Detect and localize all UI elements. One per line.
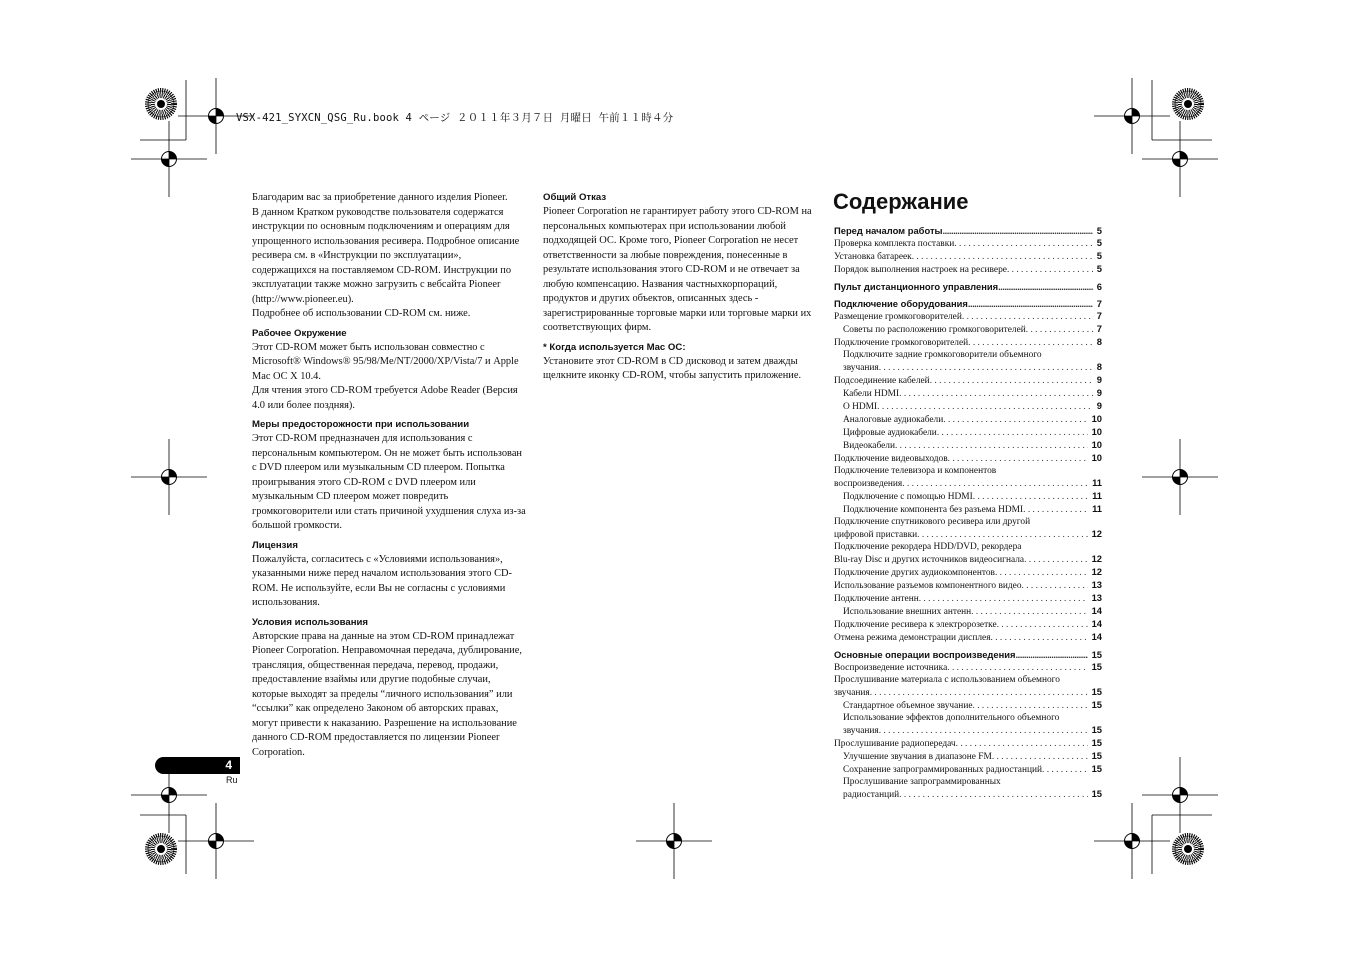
toc-entry-label: Проверка комплекта поставки [834, 239, 955, 249]
toc-entry [834, 503, 1102, 516]
toc-entry [834, 490, 1102, 503]
toc-entry-page: 15 [1091, 763, 1102, 774]
toc-entry [834, 439, 1102, 452]
toc-entry-page: 13 [1091, 592, 1102, 603]
toc-entry-label: Видеокабели [843, 441, 895, 451]
terms-text: Авторские права на данные на этом CD-ROM принадлежат Pioneer Corporation. Неправомочная передача, дублирование, трансляция, общественная передача, перевод, продажи, предоставление взаймы или другие подобные случаи, которые выходят за пределы “личного использования” или “ссылки” как определено Законом об авторских правах, могут привести к наказанию. Разрешение на использование данного CD-ROM предоставляется по лицензии Pioneer Corporation. [252, 630, 522, 758]
toc-entry [834, 661, 1102, 674]
toc-entry [834, 323, 1102, 336]
toc-entry [834, 452, 1102, 465]
toc-entry-page: 10 [1091, 426, 1102, 437]
toc-entry-label: цифровой приставки [834, 530, 918, 540]
toc-leader-dots [877, 401, 1093, 413]
toc-entry-label: Советы по расположению громкоговорителей [843, 325, 1026, 335]
toc-leader-dots [992, 751, 1088, 763]
toc-entry-page: 5 [1096, 237, 1102, 248]
intro-paragraphs [252, 191, 526, 322]
toc-entry-label: Подсоединение кабелей [834, 376, 930, 386]
toc-entry [834, 426, 1102, 439]
toc-leader-dots [971, 606, 1087, 618]
middle-column [543, 191, 815, 384]
disclaimer-heading: Общий Отказ [543, 192, 607, 203]
toc-leader-dots [991, 632, 1088, 644]
env-text: Этот CD-ROM может быть использован совместно с Microsoft® Windows® 95/98/Me/NT/2000/XP/Vista/7 и Apple Mac OC X 10.4. [252, 341, 519, 382]
toc-entry-page: 6 [1096, 281, 1102, 292]
toc-entry [834, 737, 1102, 750]
toc-entry [834, 516, 1102, 528]
toc-leader-dots [1024, 554, 1087, 566]
star-target-bottom-left [148, 836, 174, 862]
toc-leader-dots [973, 700, 1088, 712]
precautions-heading: Меры предосторожности при использовании [252, 419, 470, 430]
toc-entry [834, 712, 1102, 724]
toc-entry-page: 14 [1091, 631, 1102, 642]
toc-entry-label: Основные операции воспроизведения [834, 649, 1016, 660]
toc-leader-dots [937, 427, 1088, 439]
terms-heading: Условия использования [252, 616, 369, 628]
toc-entry [834, 263, 1102, 276]
toc-entry-page: 11 [1092, 477, 1102, 488]
toc-entry [834, 477, 1102, 490]
toc-entry [834, 618, 1102, 631]
toc-entry [834, 465, 1102, 477]
toc-entry-label: Перед началом работы [834, 225, 943, 236]
toc-entry-page: 10 [1091, 439, 1102, 450]
license-text: Пожалуйста, согласитесь с «Условиями использования», указанными ниже перед началом использования этого CD-ROM. Не используйте, если Вы не согласны с условиями использования. [252, 553, 512, 608]
toc-entry [834, 541, 1102, 553]
toc-leader-dots [1007, 264, 1093, 276]
toc-entry-label: Сохранение запрограммированных радиостанций [843, 765, 1043, 775]
toc-leader-dots [879, 362, 1093, 374]
toc-section-entry [834, 649, 1102, 661]
toc-entry [834, 413, 1102, 426]
toc-entry-label: Отмена режима демонстрации дисплея [834, 633, 991, 643]
toc-entry-page: 9 [1096, 387, 1102, 398]
toc-entry-label: Подключение с помощью HDMI [843, 492, 973, 502]
toc-entry-label: Стандартное объемное звучание [843, 701, 973, 711]
toc-leader-dots [899, 789, 1087, 801]
toc-entry-label: Порядок выполнения настроек на ресивере [834, 265, 1007, 275]
toc-entry-page: 15 [1091, 649, 1102, 660]
toc-entry [834, 553, 1102, 566]
toc-leader-dots [1023, 504, 1088, 516]
toc-leader-dots [1016, 649, 1088, 661]
toc-leader-dots [968, 337, 1093, 349]
toc-leader-dots [997, 619, 1088, 631]
toc-entry [834, 310, 1102, 323]
page-language: Ru [226, 775, 238, 785]
toc-entry-label: Кабели HDMI [843, 389, 900, 399]
toc-entry [834, 349, 1102, 361]
intro-paragraph: Подробнее об использовании CD-ROM см. ниже. [252, 308, 471, 319]
toc-entry [834, 566, 1102, 579]
toc-section-entry [834, 225, 1102, 237]
toc-entry-label: Подключение телевизора и компонентов [834, 466, 997, 476]
toc-entry-label: Прослушивание радиопередач [834, 739, 956, 749]
toc-entry [834, 579, 1102, 592]
toc-leader-dots [954, 238, 1093, 250]
toc-entry-page: 5 [1096, 225, 1102, 236]
toc-entry-page: 15 [1091, 750, 1102, 761]
toc-entry-page: 9 [1096, 400, 1102, 411]
toc-leader-dots [917, 529, 1087, 541]
toc-entry-page: 7 [1096, 323, 1102, 334]
table-of-contents [834, 220, 1102, 801]
mac-text: Установите этот CD-ROM в CD дисковод и затем дважды щелкните иконку CD-ROM, чтобы запустить приложение. [543, 355, 802, 381]
toc-entry-label: Прослушивание запрограммированных [843, 777, 1001, 787]
toc-entry [834, 250, 1102, 263]
toc-entry-page: 15 [1091, 724, 1102, 735]
toc-entry-label: Прослушивание материала с использованием объемного [834, 675, 1060, 685]
toc-entry-label: Подключение рекордера HDD/DVD, рекордера [834, 542, 1022, 552]
toc-entry [834, 699, 1102, 712]
intro-paragraph: Благодарим вас за приобретение данного изделия Pioneer. [252, 192, 508, 203]
toc-section-entry [834, 298, 1102, 310]
toc-entry [834, 528, 1102, 541]
toc-entry-label: Подключение ресивера к электророзетке [834, 620, 997, 630]
toc-entry-page: 10 [1091, 452, 1102, 463]
toc-entry-page: 8 [1096, 336, 1102, 347]
toc-entry-label: Подключение оборудования [834, 298, 968, 309]
toc-entry-label: О HDMI [843, 402, 878, 412]
env-heading: Рабочее Окружение [252, 327, 347, 339]
toc-entry [834, 400, 1102, 413]
toc-leader-dots [879, 725, 1088, 737]
toc-entry [834, 631, 1102, 644]
toc-entry-label: Подключите задние громкоговорители объемного [843, 350, 1042, 360]
toc-entry-label: Blu-ray Disc и других источников видеосигнала [834, 555, 1025, 565]
intro-paragraph: В данном Кратком руководстве пользователя содержатся инструкции по основным подключениям и операциям для упрощенного использования ресивера. Подробное описание ресивера см. в «Инструкции по эксплуатации», содержащихся на поставляемом CD-ROM. Инструкции по эксплуатации также можно загрузить с вебсайта Pioneer (http://www.pioneer.eu). [252, 206, 520, 305]
toc-entry-label: звучания [843, 726, 879, 736]
toc-entry-label: Использование эффектов дополнительного объемного [843, 713, 1060, 723]
toc-entry-label: Улучшение звучания в диапазоне FM [843, 752, 992, 762]
toc-entry-label: Использование разъемов компонентного видео [834, 581, 1022, 591]
toc-entry [834, 336, 1102, 349]
toc-section-entry [834, 281, 1102, 293]
toc-entry-page: 8 [1096, 361, 1102, 372]
left-column [252, 191, 526, 760]
toc-entry-label: Подключение спутникового ресивера или другой [834, 517, 1031, 527]
toc-leader-dots [930, 375, 1093, 387]
toc-leader-dots [968, 298, 1093, 310]
toc-entry-page: 7 [1096, 298, 1102, 309]
env-text: Для чтения этого CD-ROM требуется Adobe Reader (Версия 4.0 или более поздняя). [252, 385, 518, 411]
toc-leader-dots [870, 687, 1088, 699]
toc-entry-label: Подключение громкоговорителей [834, 338, 969, 348]
toc-entry-page: 11 [1092, 490, 1102, 501]
toc-leader-dots [899, 388, 1093, 400]
print-header-line: VSX-421_SYXCN_QSG_Ru.book 4 ページ ２０１１年３月７日 月曜日 午前１１時４分 [236, 112, 674, 124]
toc-leader-dots [998, 281, 1093, 293]
toc-entry [834, 592, 1102, 605]
toc-entry [834, 605, 1102, 618]
toc-leader-dots [919, 593, 1088, 605]
toc-entry-page: 10 [1091, 413, 1102, 424]
toc-leader-dots [912, 251, 1093, 263]
disclaimer-text: Pioneer Corporation не гарантирует работу этого CD-ROM на персональных компьютерах при использовании любой подходящей ОС. Кроме того, Pioneer Corporation не несет ответственности за любые повреждения, понесенные в результате использования этого CD-ROM и не отвечает за любую компенсацию. Названия частныхкорпораций, продуктов и других объектов, описанных здесь - зарегистрированные торговые марки или торговые марки их соответствующих фирм. [543, 206, 812, 333]
toc-entry-page: 11 [1092, 503, 1102, 514]
license-heading: Лицензия [252, 539, 298, 551]
toc-entry-page: 13 [1091, 579, 1102, 590]
toc-leader-dots [1026, 324, 1093, 336]
toc-leader-dots [1042, 764, 1088, 776]
toc-entry [834, 763, 1102, 776]
toc-entry-label: Воспроизведение источника [834, 663, 948, 673]
toc-entry-label: Размещение громкоговорителей [834, 312, 962, 322]
toc-entry-label: Подключение антенн [834, 594, 919, 604]
toc-entry-page: 9 [1096, 374, 1102, 385]
toc-entry [834, 674, 1102, 686]
toc-entry [834, 237, 1102, 250]
toc-entry-page: 12 [1091, 553, 1102, 564]
toc-leader-dots [902, 478, 1088, 490]
toc-entry-page: 15 [1091, 737, 1102, 748]
toc-entry [834, 686, 1102, 699]
toc-entry-page: 15 [1091, 661, 1102, 672]
toc-entry-page: 7 [1096, 310, 1102, 321]
toc-title: Содержание [833, 189, 969, 214]
toc-leader-dots [995, 567, 1088, 579]
toc-entry-label: Установка батареек [834, 252, 912, 262]
toc-entry-page: 15 [1091, 788, 1102, 799]
star-target-top-left [148, 91, 174, 117]
toc-entry-label: Цифровые аудиокабели [843, 428, 937, 438]
toc-entry [834, 724, 1102, 737]
toc-entry-label: Подключение видеовыходов [834, 454, 948, 464]
toc-entry-label: воспроизведения [834, 479, 903, 489]
precautions-text: Этот CD-ROM предназначен для использования с персональным компьютером. Он не может быть использован с DVD плеером или музыкальным CD плеером. Попытка проигрывания этого CD-ROM с DVD плеером или музыкальным CD плеером может повредить громкоговорители или стать причиной ухудшения слуха из-за большой громкости. [252, 433, 526, 531]
toc-entry-label: Аналоговые аудиокабели [843, 415, 944, 425]
toc-leader-dots [943, 414, 1087, 426]
toc-entry-page: 14 [1091, 605, 1102, 616]
toc-leader-dots [956, 738, 1088, 750]
toc-leader-dots [1022, 580, 1088, 592]
star-target-bottom-right [1175, 836, 1201, 862]
toc-entry-label: звучания [834, 688, 870, 698]
toc-entry-page: 15 [1091, 699, 1102, 710]
toc-entry-label: радиостанций [843, 790, 900, 800]
toc-entry-label: Подключение компонента без разъема HDMI [843, 505, 1024, 515]
toc-entry [834, 750, 1102, 763]
toc-entry-page: 12 [1091, 566, 1102, 577]
toc-entry-label: звучания [843, 363, 879, 373]
page-number-tab: 4 [155, 757, 240, 774]
mac-heading: * Когда используется Mac OC: [543, 341, 686, 353]
toc-entry-label: Подключение других аудиокомпонентов [834, 568, 995, 578]
toc-entry [834, 387, 1102, 400]
toc-leader-dots [947, 662, 1087, 674]
toc-leader-dots [895, 440, 1088, 452]
toc-leader-dots [973, 491, 1088, 503]
toc-entry [834, 374, 1102, 387]
toc-entry-page: 14 [1091, 618, 1102, 629]
toc-entry-page: 5 [1096, 263, 1102, 274]
toc-entry-label: Пульт дистанционного управления [834, 281, 999, 292]
toc-entry [834, 788, 1102, 801]
toc-leader-dots [948, 453, 1088, 465]
toc-entry-page: 15 [1091, 686, 1102, 697]
toc-entry [834, 776, 1102, 788]
toc-entry-page: 5 [1096, 250, 1102, 261]
toc-entry [834, 361, 1102, 374]
toc-leader-dots [962, 311, 1093, 323]
toc-entry-label: Использование внешних антенн [843, 607, 972, 617]
toc-leader-dots [943, 225, 1093, 237]
toc-entry-page: 12 [1091, 528, 1102, 539]
star-target-top-right [1175, 91, 1201, 117]
